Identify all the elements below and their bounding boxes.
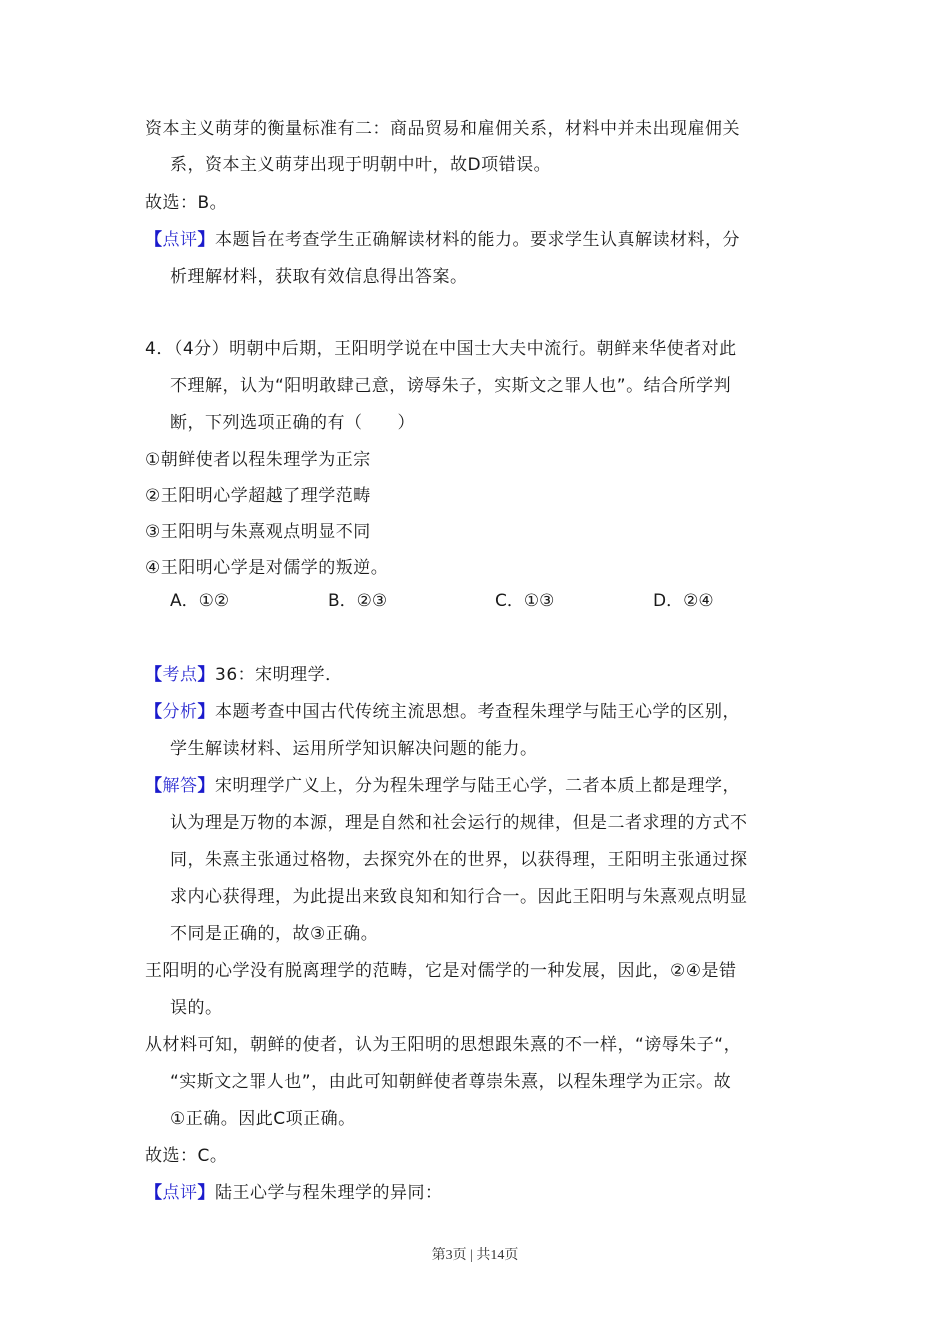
para2-line: 误的。 [170,998,223,1018]
right-bracket: 】 [197,702,215,722]
explanation-line: 系，资本主义萌芽出现于明朝中叶，故D项错误。 [170,155,552,175]
right-bracket: 】 [197,230,215,250]
fenxi-tag: 分析 [162,702,198,722]
statement-4: ④王阳明心学是对儒学的叛逆。 [145,558,389,578]
review-tag: 点评 [162,230,198,250]
right-bracket: 】 [197,1183,215,1203]
statement-2: ②王阳明心学超越了理学范畴 [145,486,371,506]
kaodian-tag: 考点 [162,665,198,685]
jieda-line: 不同是正确的，故③正确。 [170,924,379,944]
fenxi-section [145,701,740,723]
para3-line: 从材料可知，朝鲜的使者，认为王阳明的思想跟朱熹的不一样，“谤辱朱子“， [145,1035,742,1055]
review-line: 析理解材料，获取有效信息得出答案。 [170,267,468,287]
jieda-section [145,775,740,797]
review-section [145,1182,443,1204]
jieda-line: 同，朱熹主张通过格物，去探究外在的世界，以获得理，王阳明主张通过探 [170,850,748,870]
question-stem: 4．（4分）明朝中后期，王阳明学说在中国士大夫中流行。朝鲜来华使者对此 [145,339,737,359]
option-c: C．①③ [495,591,555,611]
review-tag: 点评 [162,1183,198,1203]
para3-line: “实斯文之罪人也”，由此可知朝鲜使者尊崇朱熹，以程朱理学为正宗。故 [170,1072,732,1092]
left-bracket: 【 [145,776,163,796]
jieda-line: 求内心获得理，为此提出来致良知和知行合一。因此王阳明与朱熹观点明显 [170,887,748,907]
option-a: A．①② [170,591,230,611]
question-stem: 不理解，认为“阳明敢肆己意，谤辱朱子，实斯文之罪人也”。结合所学判 [170,376,732,396]
page-footer: 第3页 | 共14页 [431,1248,519,1263]
answer-line: 故选：B。 [145,193,228,213]
review-text: 本题旨在考查学生正确解读材料的能力。要求学生认真解读材料，分 [215,230,740,250]
jieda-line: 认为理是万物的本源，理是自然和社会运行的规律，但是二者求理的方式不 [170,813,748,833]
review-text: 陆王心学与程朱理学的异同： [215,1183,443,1203]
left-bracket: 【 [145,1183,163,1203]
left-bracket: 【 [145,702,163,722]
jieda-text: 宋明理学广义上，分为程朱理学与陆王心学，二者本质上都是理学， [215,776,740,796]
left-bracket: 【 [145,230,163,250]
option-b: B．②③ [328,591,388,611]
para2-line: 王阳明的心学没有脱离理学的范畴，它是对儒学的一种发展，因此，②④是错 [145,961,737,981]
option-d: D．②④ [653,591,714,611]
left-bracket: 【 [145,665,163,685]
para3-line: ①正确。因此C项正确。 [170,1109,356,1129]
answer-line: 故选：C。 [145,1146,228,1166]
review-section [145,229,740,251]
kaodian-section [145,664,343,686]
fenxi-line: 学生解读材料、运用所学知识解决问题的能力。 [170,739,538,759]
explanation-line: 资本主义萌芽的衡量标准有二：商品贸易和雇佣关系，材料中并未出现雇佣关 [145,119,740,139]
jieda-tag: 解答 [162,776,198,796]
fenxi-text: 本题考查中国古代传统主流思想。考查程朱理学与陆王心学的区别， [215,702,740,722]
statement-3: ③王阳明与朱熹观点明显不同 [145,522,371,542]
kaodian-text: 36：宋明理学． [215,665,343,685]
right-bracket: 】 [197,665,215,685]
question-stem: 断，下列选项正确的有（ ） [170,413,415,433]
right-bracket: 】 [197,776,215,796]
statement-1: ①朝鲜使者以程朱理学为正宗 [145,450,371,470]
